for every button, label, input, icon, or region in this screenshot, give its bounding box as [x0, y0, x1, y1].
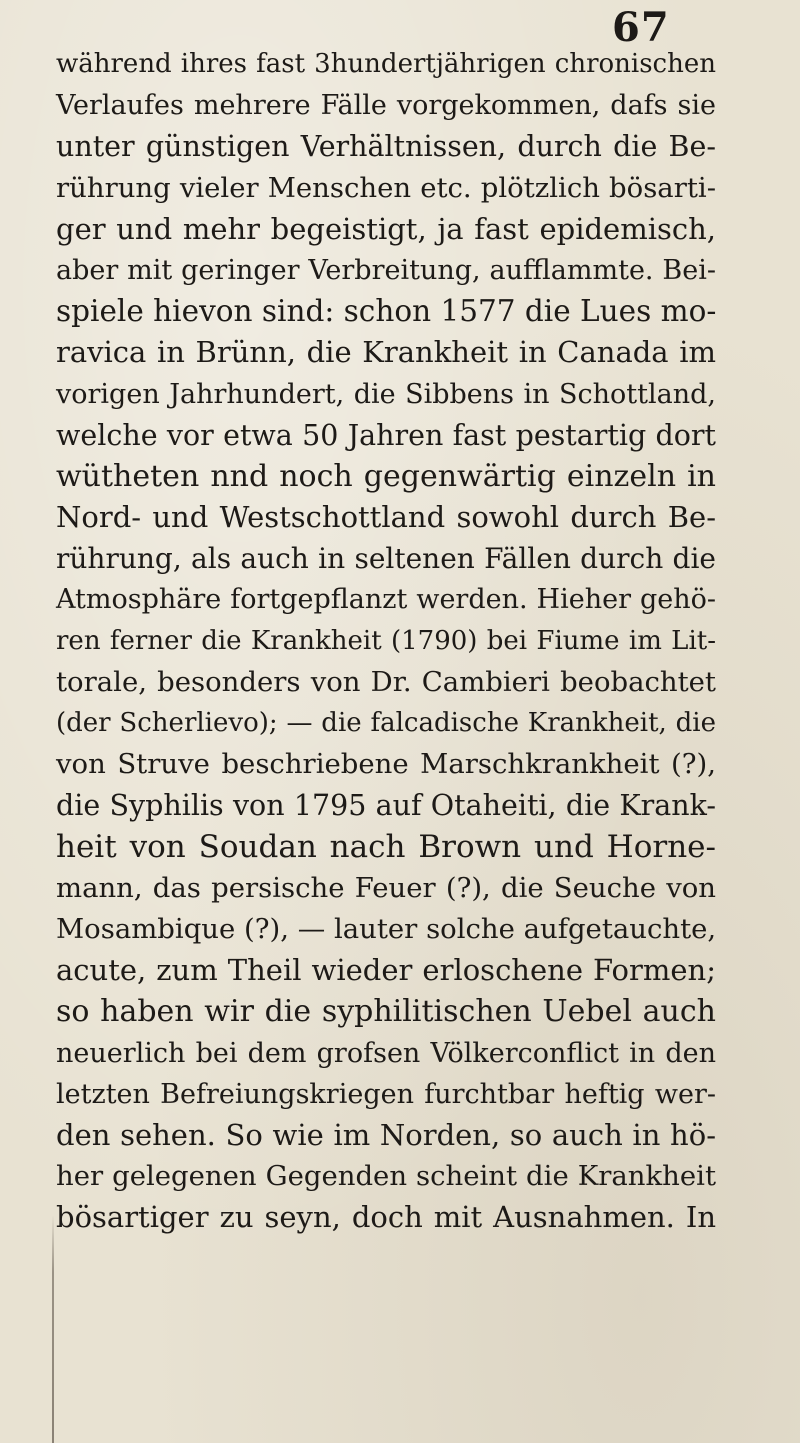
text-line: Nord- und Westschottland sowohl durch Be-: [56, 500, 716, 535]
body-text: [56, 44, 716, 1238]
text-line: mann, das persische Feuer (?), die Seuche von: [56, 871, 716, 904]
text-line: Mosambique (?), — lauter solche aufgetauchte,: [56, 912, 717, 945]
text-line: rührung, als auch in seltenen Fällen durch die: [56, 542, 716, 576]
text-line: vorigen Jahrhundert, die Sibbens in Schottland,: [56, 378, 716, 410]
text-line: den sehen. So wie im Norden, so auch in hö-: [56, 1117, 716, 1152]
page-number: 67: [612, 4, 670, 51]
text-line: aber mit geringer Verbreitung, aufflammte. Bei-: [56, 254, 716, 286]
text-line: acute, zum Theil wieder erloschene Formen;: [56, 953, 716, 988]
text-line: bösartiger zu seyn, doch mit Ausnahmen. In: [56, 1200, 716, 1235]
text-line: ren ferner die Krankheit (1790) bei Fiume im Lit-: [56, 625, 716, 656]
text-line: so haben wir die syphilitischen Uebel auch: [56, 994, 716, 1030]
text-line: spiele hievon sind: schon 1577 die Lues mo-: [56, 294, 717, 329]
text-line: während ihres fast 3hundertjährigen chronischen: [56, 49, 716, 79]
text-line: Verlaufes mehrere Fälle vorgekommen, dafs sie: [56, 90, 716, 122]
text-line: von Struve beschriebene Marschkrankheit (?),: [56, 748, 716, 781]
text-line: rührung vieler Menschen etc. plötzlich bösarti-: [56, 171, 716, 204]
text-line: torale, besonders von Dr. Cambieri beobachtet: [56, 665, 716, 698]
text-line: heit von Soudan nach Brown und Horne-: [56, 828, 716, 865]
text-line: unter günstigen Verhältnissen, durch die Be-: [56, 130, 716, 164]
text-line: her gelegenen Gegenden scheint die Krankheit: [56, 1160, 716, 1193]
text-line: wütheten nnd noch gegenwärtig einzeln in: [56, 458, 716, 494]
text-line: die Syphilis von 1795 auf Otaheiti, die Krank-: [56, 789, 716, 823]
text-line: neuerlich bei dem grofsen Völkerconflict in den: [56, 1037, 716, 1069]
text-line: ravica in Brünn, die Krankheit in Canada im: [56, 335, 716, 370]
text-line: letzten Befreiungskriegen furchtbar heftig wer-: [56, 1078, 716, 1110]
text-line: ger und mehr begeistigt, ja fast epidemisch,: [56, 211, 716, 246]
text-line: welche vor etwa 50 Jahren fast pestartig dort: [56, 418, 716, 452]
text-line: (der Scherlievo); — die falcadische Krankheit, die: [56, 708, 716, 738]
page-edge-shadow: [52, 1215, 54, 1443]
text-line: Atmosphäre fortgepflanzt werden. Hieher gehö-: [56, 584, 716, 616]
